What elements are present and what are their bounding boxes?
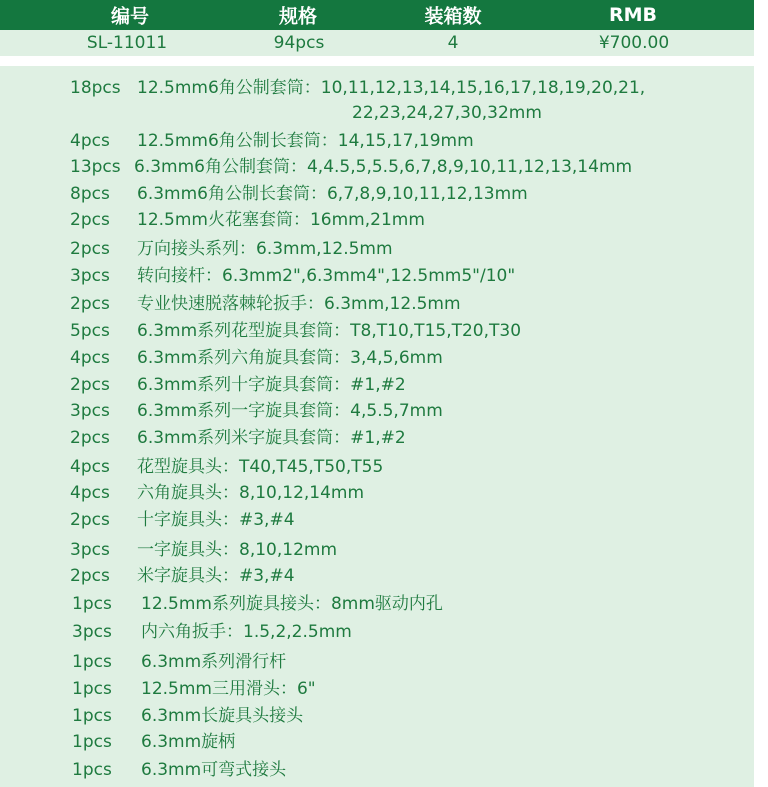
item-quantity: 1pcs xyxy=(72,732,112,752)
item-description: 6.3mm系列十字旋具套筒：#1,#2 xyxy=(137,375,406,395)
item-description: 花型旋具头：T40,T45,T50,T55 xyxy=(137,457,384,477)
list-item xyxy=(0,758,754,783)
list-item xyxy=(0,399,754,424)
item-description: 一字旋具头：8,10,12mm xyxy=(137,540,338,560)
item-quantity: 2pcs xyxy=(70,510,110,530)
item-description: 12.5mm系列旋具接头：8mm驱动内孔 xyxy=(141,594,443,614)
item-description: 12.5mm火花塞套筒：16mm,21mm xyxy=(137,210,425,230)
item-description: 6.3mm6角公制长套筒：6,7,8,9,10,11,12,13mm xyxy=(137,184,528,204)
table-header xyxy=(0,0,754,30)
item-quantity: 13pcs xyxy=(70,157,121,177)
item-description: 万向接头系列：6.3mm,12.5mm xyxy=(137,239,393,259)
item-quantity: 4pcs xyxy=(70,131,110,151)
item-quantity: 1pcs xyxy=(72,652,112,672)
list-item xyxy=(0,620,754,645)
item-quantity: 3pcs xyxy=(70,401,110,421)
list-item xyxy=(0,346,754,371)
item-description: 十字旋具头：#3,#4 xyxy=(137,510,295,530)
separator xyxy=(0,56,754,66)
item-quantity: 2pcs xyxy=(70,294,110,314)
item-description-continued: 22,23,24,27,30,32mm xyxy=(352,103,542,123)
item-description: 转向接杆：6.3mm2",6.3mm4",12.5mm5"/10" xyxy=(137,266,516,286)
item-description: 6.3mm可弯式接头 xyxy=(141,760,287,780)
contents-list xyxy=(0,66,754,787)
list-item xyxy=(0,129,754,154)
list-item xyxy=(0,592,754,617)
product-code: SL-11011 xyxy=(86,33,168,53)
item-quantity: 3pcs xyxy=(70,266,110,286)
item-description: 12.5mm6角公制长套筒：14,15,17,19mm xyxy=(137,131,474,151)
product-price: ¥700.00 xyxy=(598,33,670,53)
item-quantity: 1pcs xyxy=(72,760,112,780)
item-quantity: 2pcs xyxy=(70,566,110,586)
item-quantity: 1pcs xyxy=(72,679,112,699)
item-description: 6.3mm系列米字旋具套筒：#1,#2 xyxy=(137,428,406,448)
page-edge xyxy=(754,0,768,787)
item-quantity: 5pcs xyxy=(70,321,110,341)
list-item xyxy=(0,704,754,729)
list-item xyxy=(0,508,754,533)
item-quantity: 18pcs xyxy=(70,78,121,98)
product-box-qty: 4 xyxy=(447,33,459,53)
list-item xyxy=(0,182,754,207)
item-quantity: 2pcs xyxy=(70,375,110,395)
header-price: RMB xyxy=(608,4,658,26)
item-description: 专业快速脱落棘轮扳手：6.3mm,12.5mm xyxy=(137,294,461,314)
item-quantity: 2pcs xyxy=(70,210,110,230)
item-description: 内六角扳手：1.5,2,2.5mm xyxy=(141,622,352,642)
item-description: 12.5mm三用滑头：6" xyxy=(141,679,316,699)
list-item xyxy=(0,538,754,563)
list-item xyxy=(0,650,754,675)
list-item xyxy=(0,730,754,755)
item-description: 米字旋具头：#3,#4 xyxy=(137,566,295,586)
list-item xyxy=(0,455,754,480)
list-item xyxy=(0,264,754,289)
item-quantity: 1pcs xyxy=(72,706,112,726)
item-description: 6.3mm系列花型旋具套筒：T8,T10,T15,T20,T30 xyxy=(137,321,522,341)
list-item xyxy=(0,208,754,233)
item-quantity: 4pcs xyxy=(70,348,110,368)
item-description: 6.3mm系列一字旋具套筒：4,5.5,7mm xyxy=(137,401,443,421)
item-quantity: 2pcs xyxy=(70,239,110,259)
list-item xyxy=(0,237,754,262)
header-code: 编号 xyxy=(110,5,150,28)
list-item xyxy=(0,76,754,126)
product-row xyxy=(0,30,754,56)
list-item xyxy=(0,373,754,398)
item-quantity: 4pcs xyxy=(70,457,110,477)
item-description: 6.3mm长旋具头接头 xyxy=(141,706,304,726)
item-quantity: 3pcs xyxy=(70,540,110,560)
list-item xyxy=(0,481,754,506)
item-description: 6.3mm系列滑行杆 xyxy=(141,652,287,672)
header-spec: 规格 xyxy=(278,5,318,28)
item-quantity: 4pcs xyxy=(70,483,110,503)
item-quantity: 2pcs xyxy=(70,428,110,448)
list-item xyxy=(0,292,754,317)
item-description: 6.3mm系列六角旋具套筒：3,4,5,6mm xyxy=(137,348,443,368)
product-spec: 94pcs xyxy=(273,33,325,53)
list-item xyxy=(0,155,754,180)
header-box-qty: 装箱数 xyxy=(424,5,482,28)
item-description: 6.3mm旋柄 xyxy=(141,732,236,752)
list-item xyxy=(0,677,754,702)
list-item xyxy=(0,564,754,589)
item-quantity: 3pcs xyxy=(72,622,112,642)
list-item xyxy=(0,319,754,344)
item-quantity: 8pcs xyxy=(70,184,110,204)
item-description: 六角旋具头：8,10,12,14mm xyxy=(137,483,365,503)
item-quantity: 1pcs xyxy=(72,594,112,614)
item-description: 12.5mm6角公制套筒：10,11,12,13,14,15,16,17,18,19,20,21, xyxy=(137,78,646,98)
item-description: 6.3mm6角公制套筒：4,4.5,5,5.5,6,7,8,9,10,11,12,13,14mm xyxy=(134,157,633,177)
list-item xyxy=(0,426,754,451)
